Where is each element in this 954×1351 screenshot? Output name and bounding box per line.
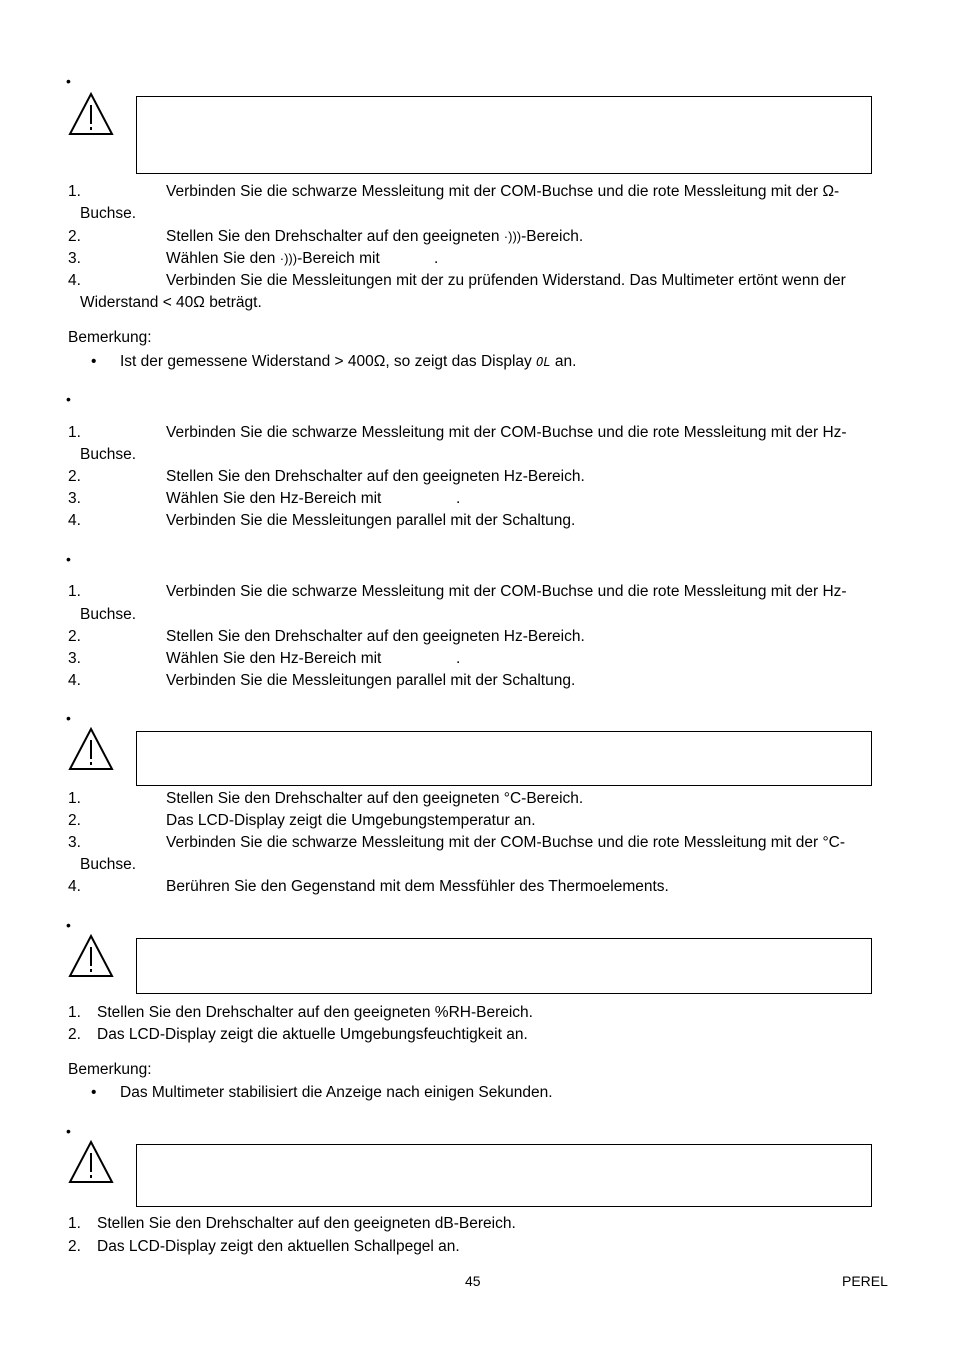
step-number: 2. xyxy=(68,1238,81,1255)
warning-triangle-icon xyxy=(68,92,114,136)
step-text: Stellen Sie den Drehschalter auf den geeigneten Hz-Bereich. xyxy=(166,628,585,645)
step-number: 4. xyxy=(68,672,81,689)
step-text-tail: . xyxy=(434,250,439,267)
step-text-continued: Buchse. xyxy=(80,446,137,463)
step-number: 4. xyxy=(68,272,81,289)
step-number: 1. xyxy=(68,183,81,200)
section-bullet: • xyxy=(66,73,71,89)
note-text: Das Multimeter stabilisiert die Anzeige nach einigen Sekunden. xyxy=(120,1084,553,1101)
step-number: 4. xyxy=(68,512,81,529)
continuity-beep-icon: ·))) xyxy=(279,251,298,266)
step-text: Berühren Sie den Gegenstand mit dem Messfühler des Thermoelements. xyxy=(166,878,669,895)
warning-box xyxy=(136,96,872,174)
warning-box xyxy=(136,1144,872,1207)
list-bullet: • xyxy=(91,353,97,370)
step-number: 2. xyxy=(68,812,81,829)
step-number: 1. xyxy=(68,583,81,600)
step-number: 1. xyxy=(68,1215,81,1232)
step-text: Verbinden Sie die Messleitungen parallel mit der Schaltung. xyxy=(166,672,576,689)
warning-triangle-icon xyxy=(68,727,114,771)
step-text: Verbinden Sie die schwarze Messleitung mit der COM-Buchse und die rote Messleitung mit der Hz- xyxy=(166,583,847,600)
step-text: Wählen Sie den ·)))-Bereich mit xyxy=(166,250,380,267)
note-label: Bemerkung: xyxy=(68,329,152,346)
warning-triangle-icon xyxy=(68,1140,114,1184)
section-bullet: • xyxy=(66,391,71,407)
step-number: 1. xyxy=(68,424,81,441)
step-text: Verbinden Sie die schwarze Messleitung mit der COM-Buchse und die rote Messleitung mit der Ω- xyxy=(166,183,840,200)
step-number: 2. xyxy=(68,468,81,485)
footer-brand: PEREL xyxy=(842,1273,888,1289)
step-text: Wählen Sie den Hz-Bereich mit xyxy=(166,650,382,667)
note-label: Bemerkung: xyxy=(68,1061,152,1078)
warning-box xyxy=(136,731,872,786)
step-text-continued: Buchse. xyxy=(80,856,137,873)
step-number: 3. xyxy=(68,490,81,507)
step-text-continued: Buchse. xyxy=(80,205,137,222)
page-number: 45 xyxy=(465,1273,481,1289)
step-text-continued: Buchse. xyxy=(80,606,137,623)
section-bullet: • xyxy=(66,551,71,567)
note-text: Ist der gemessene Widerstand > 400Ω, so zeigt das Display OL an. xyxy=(120,353,577,370)
step-text: Stellen Sie den Drehschalter auf den geeigneten Hz-Bereich. xyxy=(166,468,585,485)
step-number: 2. xyxy=(68,1026,81,1043)
step-number: 3. xyxy=(68,250,81,267)
list-bullet: • xyxy=(91,1084,97,1101)
display-ol-symbol: OL xyxy=(536,355,551,369)
step-text: Das LCD-Display zeigt den aktuellen Schallpegel an. xyxy=(97,1238,460,1255)
step-text: Stellen Sie den Drehschalter auf den geeigneten ·)))-Bereich. xyxy=(166,228,584,245)
step-number: 1. xyxy=(68,790,81,807)
step-number: 2. xyxy=(68,228,81,245)
section-bullet: • xyxy=(66,917,71,933)
section-bullet: • xyxy=(66,1123,71,1139)
step-number: 3. xyxy=(68,834,81,851)
step-number: 4. xyxy=(68,878,81,895)
step-text: Stellen Sie den Drehschalter auf den geeigneten dB-Bereich. xyxy=(97,1215,516,1232)
continuity-beep-icon: ·))) xyxy=(503,229,522,244)
step-text: Verbinden Sie die schwarze Messleitung mit der COM-Buchse und die rote Messleitung mit der Hz- xyxy=(166,424,847,441)
step-text: Wählen Sie den Hz-Bereich mit xyxy=(166,490,382,507)
step-text: Verbinden Sie die Messleitungen parallel mit der Schaltung. xyxy=(166,512,576,529)
step-text: Verbinden Sie die schwarze Messleitung mit der COM-Buchse und die rote Messleitung mit der °C- xyxy=(166,834,846,851)
warning-box xyxy=(136,938,872,994)
step-text-tail: . xyxy=(456,490,461,507)
step-number: 2. xyxy=(68,628,81,645)
step-number: 3. xyxy=(68,650,81,667)
step-text: Stellen Sie den Drehschalter auf den geeigneten °C-Bereich. xyxy=(166,790,584,807)
warning-triangle-icon xyxy=(68,934,114,978)
step-text-tail: . xyxy=(456,650,461,667)
step-text: Das LCD-Display zeigt die Umgebungstemperatur an. xyxy=(166,812,536,829)
section-bullet: • xyxy=(66,710,71,726)
step-text: Verbinden Sie die Messleitungen mit der zu prüfenden Widerstand. Das Multimeter ertönt wenn der xyxy=(166,272,846,289)
step-number: 1. xyxy=(68,1004,81,1021)
step-text: Stellen Sie den Drehschalter auf den geeigneten %RH-Bereich. xyxy=(97,1004,533,1021)
step-text: Das LCD-Display zeigt die aktuelle Umgebungsfeuchtigkeit an. xyxy=(97,1026,528,1043)
step-text-continued: Widerstand < 40Ω beträgt. xyxy=(80,294,262,311)
